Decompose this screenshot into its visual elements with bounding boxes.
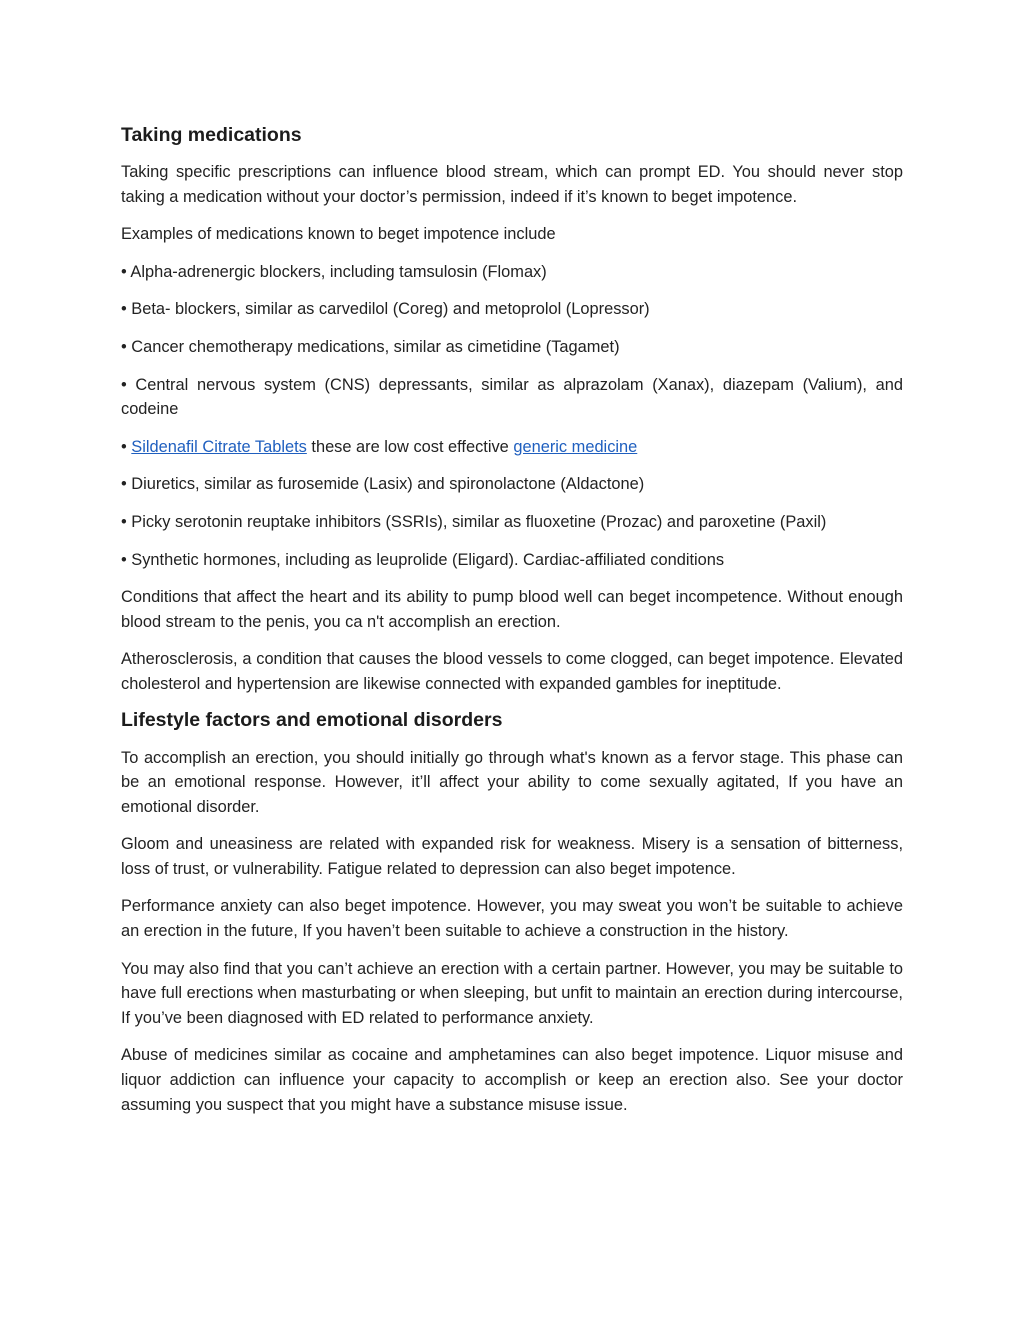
bullet-item-links bbox=[121, 435, 903, 460]
lifestyle-paragraph: Performance anxiety can also beget impotence. However, you may sweat you won’t be suitable to achieve an erection in the future, If you haven’t been suitable to achieve a construction in the history. bbox=[121, 897, 903, 941]
section-heading-lifestyle: Lifestyle factors and emotional disorders bbox=[121, 708, 503, 731]
bullet-middle-text: these are low cost effective bbox=[306, 437, 514, 456]
generic-medicine-link[interactable]: generic medicine bbox=[513, 437, 638, 456]
bullet-prefix: • bbox=[121, 437, 132, 456]
section-heading-taking-medications: Taking medications bbox=[121, 124, 302, 146]
examples-intro: Examples of medications known to beget impotence include bbox=[121, 225, 556, 244]
lifestyle-paragraph: Abuse of medicines similar as cocaine and amphetamines can also beget impotence. Liquor misuse and liquor addiction can influence your capacity to accomplish or keep an erection also. See your doctor assuming you suspect that you might have a substance misuse issue. bbox=[121, 1046, 903, 1114]
bullet-item: • Cancer chemotherapy medications, similar as cimetidine (Tagamet) bbox=[121, 337, 620, 356]
sildenafil-link[interactable]: Sildenafil Citrate Tablets bbox=[131, 437, 307, 456]
bullet-item: • Synthetic hormones, including as leuprolide (Eligard). Cardiac-affiliated conditions bbox=[121, 550, 725, 569]
bullet-item: • Diuretics, similar as furosemide (Lasix) and spironolactone (Aldactone) bbox=[121, 475, 645, 494]
lifestyle-paragraph: You may also find that you can’t achieve an erection with a certain partner. However, you may be suitable to have full erections when masturbating or when sleeping, but unfit to maintain an erection during intercourse, If you’ve been diagnosed with ED related to performance anxiety. bbox=[121, 959, 903, 1027]
heart-paragraph: Conditions that affect the heart and its ability to pump blood well can beget incompetence. Without enough blood stream to the penis, you ca n't accomplish an erection. bbox=[121, 588, 903, 631]
atherosclerosis-paragraph: Atherosclerosis, a condition that causes the blood vessels to come clogged, can beget impotence. Elevated cholesterol and hypertension are likewise connected with expanded gambles for ineptitude. bbox=[121, 650, 903, 693]
bullet-item: • Picky serotonin reuptake inhibitors (SSRIs), similar as fluoxetine (Prozac) and paroxetine (Paxil) bbox=[121, 512, 827, 531]
bullet-item: • Beta- blockers, similar as carvedilol (Coreg) and metoprolol (Lopressor) bbox=[121, 300, 650, 319]
lifestyle-paragraph: To accomplish an erection, you should initially go through what's known as a fervor stage. This phase can be an emotional response. However, it’ll affect your ability to come sexually agitated, If you have an emotional disorder. bbox=[121, 748, 903, 816]
lifestyle-paragraph: Gloom and uneasiness are related with expanded risk for weakness. Misery is a sensation of bitterness, loss of trust, or vulnerability. Fatigue related to depression can also beget impotence. bbox=[121, 835, 903, 878]
intro-paragraph: Taking specific prescriptions can influence blood stream, which can prompt ED. You should never stop taking a medication without your doctor’s permission, indeed if it’s known to beget impotence. bbox=[121, 163, 903, 206]
bullet-item: • Alpha-adrenergic blockers, including tamsulosin (Flomax) bbox=[121, 262, 547, 281]
bullet-item: • Central nervous system (CNS) depressants, similar as alprazolam (Xanax), diazepam (Valium), and codeine bbox=[121, 375, 903, 419]
